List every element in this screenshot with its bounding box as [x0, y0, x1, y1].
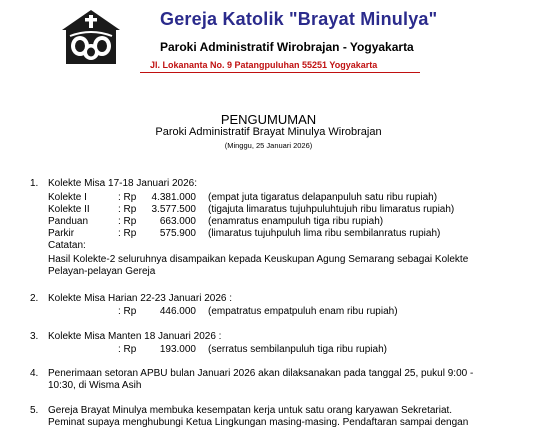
currency-prefix: : Rp: [118, 228, 137, 239]
item-number: 2.: [30, 293, 39, 304]
announcement-title: PENGUMUMAN: [220, 112, 317, 127]
announcement-date: (Minggu, 25 Januari 2026): [224, 141, 313, 150]
collection-label: Kolekte II: [48, 204, 90, 215]
collection-amount: 3.577.500: [151, 204, 196, 215]
item-text: Peminat supaya menghubungi Ketua Lingkungan masing-masing. Pendaftaran sampai dengan: [48, 417, 469, 428]
currency-prefix: : Rp: [118, 306, 137, 317]
church-logo-icon: [56, 6, 126, 68]
currency-prefix: : Rp: [118, 192, 137, 203]
collection-amount: 575.900: [159, 228, 196, 239]
address-underline: [140, 72, 420, 73]
item-number: 5.: [30, 405, 39, 416]
amount-in-words: (enamratus enampuluh tiga ribu rupiah): [208, 216, 384, 227]
item-text: 10:30, di Wisma Asih: [48, 380, 142, 391]
collection-amount: 663.000: [159, 216, 196, 227]
currency-prefix: : Rp: [118, 216, 137, 227]
note-text: Hasil Kolekte-2 seluruhnya disampaikan kepada Keuskupan Agung Semarang sebagai Kolekte: [48, 254, 469, 265]
collection-amount: 446.000: [159, 306, 196, 317]
item-title: Kolekte Misa Manten 18 Januari 2026 :: [48, 331, 222, 342]
currency-prefix: : Rp: [118, 204, 137, 215]
amount-in-words: (empat juta tigaratus delapanpuluh satu ribu rupiah): [208, 192, 438, 203]
amount-in-words: (tigajuta limaratus tujuhpuluhtujuh ribu limaratus rupiah): [208, 204, 455, 215]
collection-amount: 193.000: [159, 344, 196, 355]
church-name-title: Gereja Katolik "Brayat Minulya": [160, 9, 438, 29]
note-label: Catatan:: [48, 240, 86, 251]
amount-in-words: (empatratus empatpuluh enam ribu rupiah): [208, 306, 398, 317]
item-title: Kolekte Misa Harian 22-23 Januari 2026 :: [48, 293, 232, 304]
amount-in-words: (limaratus tujuhpuluh lima ribu sembilanratus rupiah): [208, 228, 441, 239]
amount-in-words: (serratus sembilanpuluh tiga ribu rupiah): [208, 344, 387, 355]
item-text: Gereja Brayat Minulya membuka kesempatan kerja untuk satu orang karyawan Sekretariat.: [48, 405, 453, 416]
note-text: Pelayan-pelayan Gereja: [48, 266, 156, 277]
collection-label: Parkir: [48, 228, 75, 239]
item-number: 3.: [30, 331, 39, 342]
item-number: 1.: [30, 178, 39, 189]
church-address: Jl. Lokananta No. 9 Patangpuluhan 55251 Yogyakarta: [150, 60, 378, 70]
item-text: Penerimaan setoran APBU bulan Januari 2026 akan dilaksanakan pada tanggal 25, pukul 9:00 -: [48, 368, 474, 379]
item-title: Kolekte Misa 17-18 Januari 2026:: [48, 178, 197, 189]
announcement-subtitle: Paroki Administratif Brayat Minulya Wirobrajan: [155, 126, 382, 138]
collection-amount: 4.381.000: [151, 192, 196, 203]
collection-label: Kolekte I: [48, 192, 87, 203]
collection-label: Panduan: [48, 216, 89, 227]
parish-subtitle: Paroki Administratif Wirobrajan - Yogyakarta: [160, 40, 414, 54]
currency-prefix: : Rp: [118, 344, 137, 355]
item-number: 4.: [30, 368, 39, 379]
